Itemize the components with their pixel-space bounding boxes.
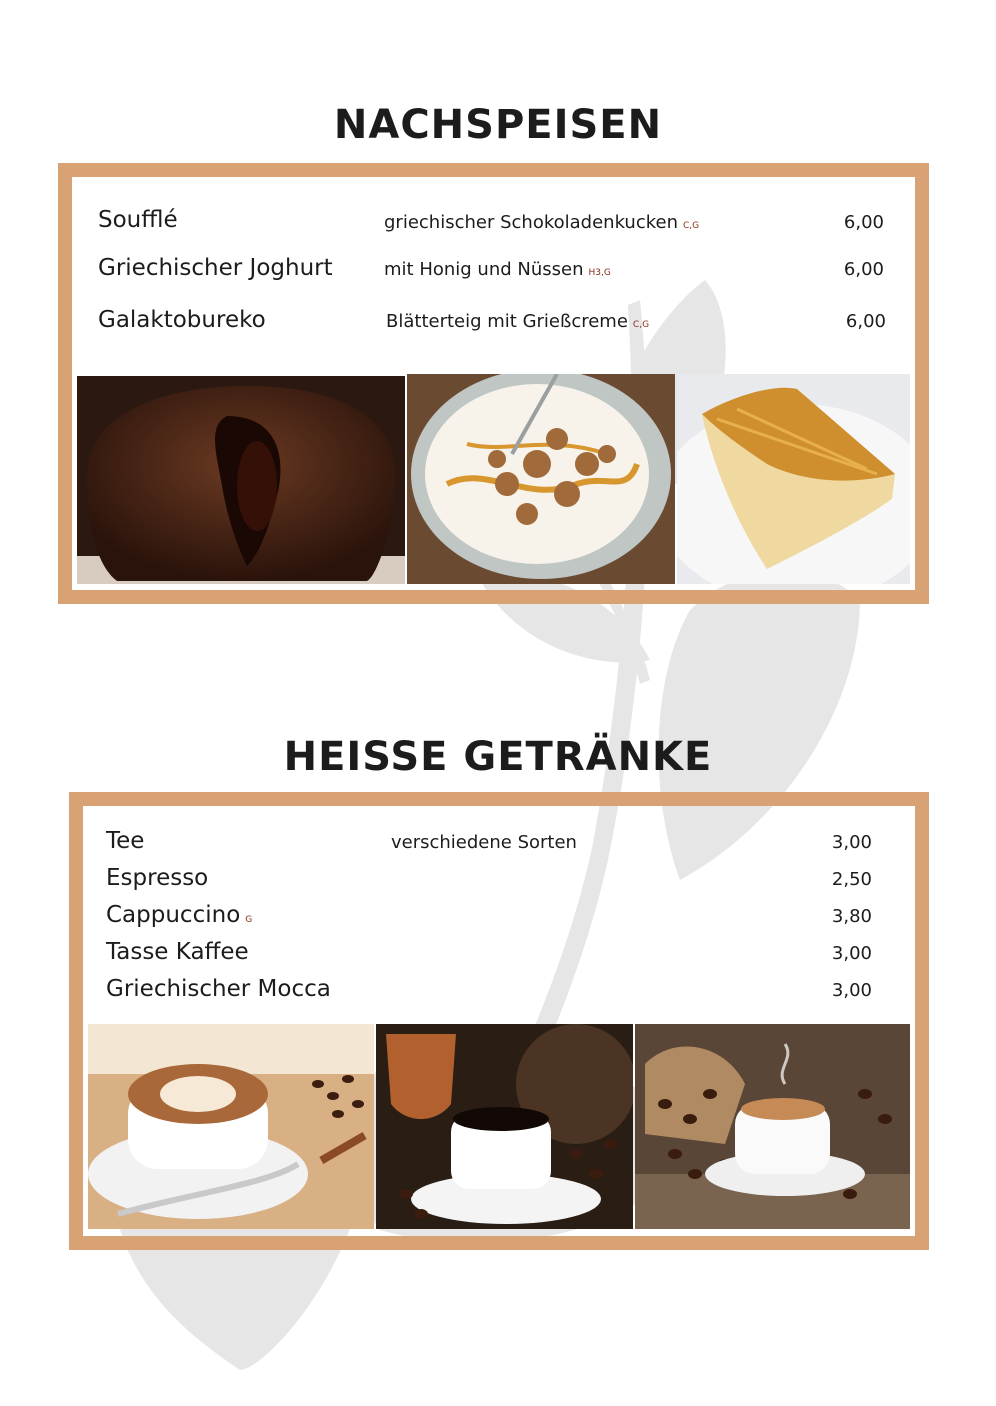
item-name: Griechischer Joghurt [98,255,333,281]
item-name: Griechischer Mocca [106,976,331,1002]
souffle-photo [77,376,405,584]
item-price: 6,00 [843,259,884,280]
allergen-codes: C,G [683,221,700,231]
item-name: Tee [106,828,145,854]
item-price: 6,00 [843,212,884,233]
item-name: Tasse Kaffee [106,939,249,965]
allergen-codes: C,G [632,320,650,330]
item-description: verschiedene Sorten [391,832,577,853]
item-price: 3,00 [831,980,872,1001]
espresso-photo [635,1024,910,1229]
item-description: Blätterteig mit Grießcreme C,G [386,311,650,332]
item-price: 2,50 [831,869,872,890]
item-price: 6,00 [845,311,886,332]
cappuccino-photo [88,1024,374,1229]
item-name: Cappuccino G [106,902,253,928]
item-description: mit Honig und Nüssen H3,G [384,259,611,280]
item-name: Soufflé [98,207,178,233]
item-price: 3,80 [831,906,872,927]
galaktobureko-photo [677,374,910,584]
item-name: Espresso [106,865,209,891]
greek-coffee-photo [376,1024,633,1229]
item-description: griechischer Schokoladenkucken C,G [384,212,700,233]
allergen-codes: H3,G [588,268,611,278]
item-price: 3,00 [831,832,872,853]
item-price: 3,00 [831,943,872,964]
yogurt-photo [407,374,675,584]
item-name: Galaktobureko [98,307,266,333]
desserts-title: NACHSPEISEN [333,102,663,148]
allergen-codes: G [245,915,253,925]
hot-drinks-title: HEISSE GETRÄNKE [283,734,713,780]
